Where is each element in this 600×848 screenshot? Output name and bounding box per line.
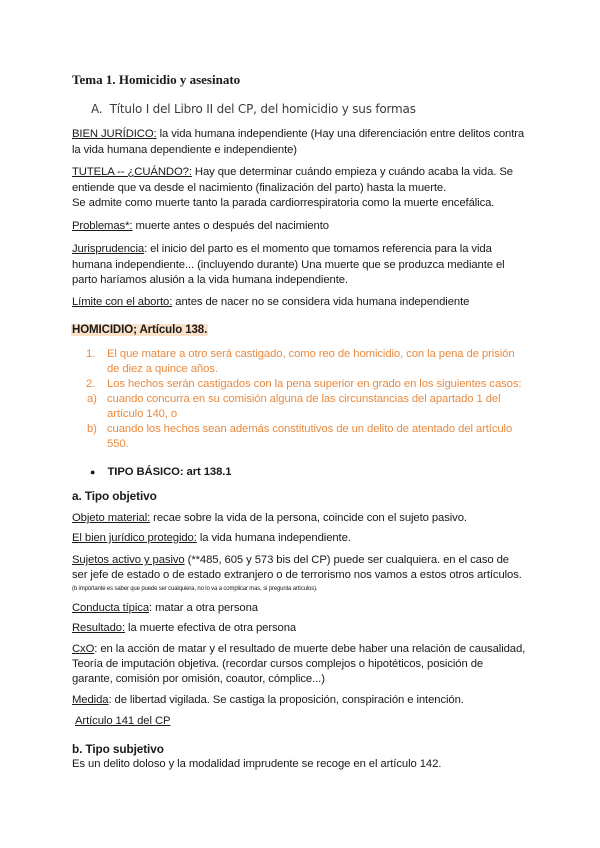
bien-juridico-line2: la vida humana dependiente e independiente) — [72, 144, 297, 156]
limite-label: Límite con el aborto: — [72, 296, 173, 308]
conducta-line — [72, 601, 258, 617]
tutela-label: TUTELA -- ¿CUÁNDO?: — [72, 166, 192, 178]
homicidio-heading-text: HOMICIDIO; Artículo 138. — [72, 324, 208, 336]
tipo-basico-text: TIPO BÁSICO: art 138.1 — [107, 466, 232, 478]
tutela-line2: entiende que va desde el nacimiento (finalización del parto) hasta la muerte. — [72, 182, 447, 194]
problemas-text: muerte antes o después del nacimiento — [132, 220, 329, 232]
homicidio-heading — [71, 323, 208, 339]
problemas-label: Problemas*: — [72, 220, 133, 232]
resultado-line — [72, 621, 296, 637]
medida-label: Medida — [72, 694, 109, 706]
jurisprudencia-line3: parto haríamos alusión a la vida humana independiente. — [72, 274, 348, 286]
cxo-text: : en la acción de matar y el resultado de muerte debe haber una relación de causalidad, — [94, 643, 526, 655]
cxo-line1 — [72, 642, 525, 658]
medida-text: : de libertad vigilada. Se castiga la proposición, conspiración e intención. — [108, 694, 464, 706]
item-a-line2: artículo 140, o — [107, 408, 178, 420]
conducta-label: Conducta típica — [72, 602, 149, 614]
cxo-line2: Teoría de imputación objetiva. (recordar cursos complejos o hipotéticos, posición de — [72, 658, 484, 670]
sujetos-note: (b importante es saber que puede ser cualquiera, no lo va a complicar mas, si pregunta artículos). — [72, 586, 318, 592]
jurisprudencia-line2: humana independiente... (incluyendo durante) Una muerte que se produzca mediante el — [72, 259, 505, 271]
tipo-basico-item — [90, 465, 232, 481]
section-a-text: Título I del Libro II del CP, del homicidio y sus formas — [109, 102, 416, 116]
item-a-letter: a) — [87, 393, 97, 405]
limite-text: antes de nacer no se considera vida humana independiente — [172, 296, 470, 308]
section-a-marker: A. — [91, 102, 103, 116]
page-title: Tema 1. Homicidio y asesinato — [72, 72, 241, 87]
tipo-subjetivo-heading: b. Tipo subjetivo — [72, 742, 164, 756]
item-1-number: 1. — [86, 348, 96, 360]
resultado-text: la muerte efectiva de otra persona — [125, 622, 297, 634]
articulo-141-link: Artículo 141 del CP — [75, 715, 171, 727]
bien-protegido-line — [72, 531, 351, 547]
objeto-material-line — [72, 511, 467, 527]
conducta-text: : matar a otra persona — [149, 602, 258, 614]
cxo-label: CxO — [72, 643, 95, 655]
sujetos-label: Sujetos activo y pasivo — [72, 554, 185, 566]
tutela-line3: Se admite como muerte tanto la parada cardiorrespiratoria como la muerte encefálica. — [72, 197, 495, 209]
cxo-line3: garante, comisión por omisión, coautor, cómplice...) — [72, 673, 325, 685]
objeto-material-text: recae sobre la vida de la persona, coincide con el sujeto pasivo. — [150, 512, 467, 524]
jurisprudencia-line1 — [72, 242, 492, 258]
objeto-material-label: Objeto material: — [72, 512, 151, 524]
bien-juridico-label: BIEN JURÍDICO: — [72, 128, 157, 140]
item-b-line2: 550. — [107, 438, 129, 450]
item-2-line1: Los hechos serán castigados con la pena superior en grado en los siguientes casos: — [107, 378, 522, 390]
limite-line — [72, 295, 469, 311]
problemas-line — [72, 219, 329, 235]
item-a-line1: cuando concurra en su comisión alguna de las circunstancias del apartado 1 del — [107, 393, 501, 405]
item-1-line2: de diez a quince años. — [107, 363, 218, 375]
item-2-number: 2. — [86, 378, 96, 390]
bien-protegido-label: El bien jurídico protegido: — [72, 532, 197, 544]
tutela-line1 — [72, 165, 513, 181]
medida-line — [72, 693, 464, 709]
bien-juridico-text: la vida humana independiente (Hay una diferenciación entre delitos contra — [156, 128, 525, 140]
item-1-line1: El que matare a otro será castigado, como reo de homicidio, con la pena de prisión — [107, 348, 515, 360]
bullet-icon: ● — [90, 467, 96, 477]
tipo-subjetivo-text: Es un delito doloso y la modalidad imprudente se recoge en el artículo 142. — [72, 758, 442, 770]
jurisprudencia-text: : el inicio del parto es el momento que tomamos referencia para la vida — [144, 243, 492, 255]
resultado-label: Resultado: — [72, 622, 126, 634]
sujetos-line2: ser jefe de estado o de estado extranjero o de terrorismo nos vamos a estos otros artículos. — [72, 569, 522, 581]
tipo-objetivo-heading: a. Tipo objetivo — [72, 489, 157, 503]
tutela-text: Hay que determinar cuándo empieza y cuándo acaba la vida. Se — [191, 166, 513, 178]
item-b-line1: cuando los hechos sean además constitutivos de un delito de atentado del artículo — [107, 423, 513, 435]
item-b-letter: b) — [87, 423, 97, 435]
jurisprudencia-label: Jurisprudencia — [72, 243, 145, 255]
section-a-heading — [91, 102, 416, 116]
bien-protegido-text: la vida humana independiente. — [196, 532, 351, 544]
sujetos-text: (**485, 605 y 573 bis del CP) puede ser cualquiera. en el caso de — [184, 554, 509, 566]
sujetos-line1 — [72, 553, 509, 569]
bien-juridico-line1 — [72, 127, 524, 143]
